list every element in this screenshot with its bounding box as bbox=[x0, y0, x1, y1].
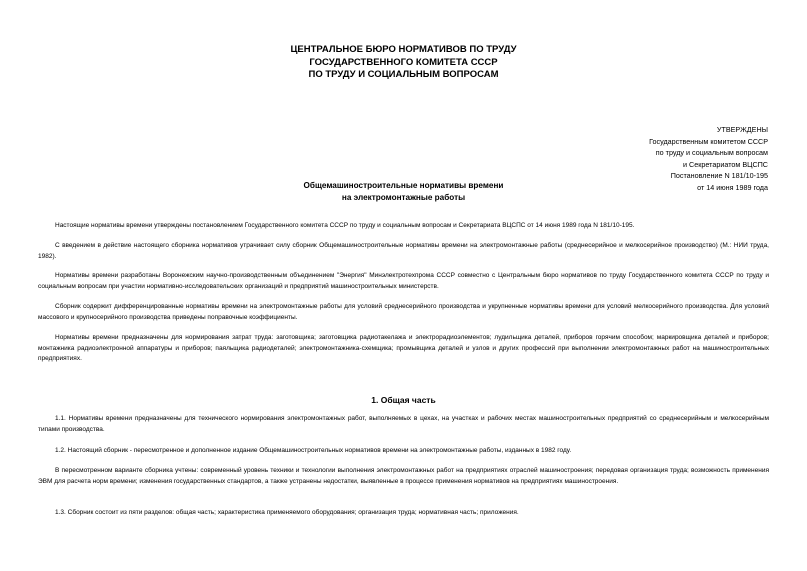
approval-line-1: УТВЕРЖДЕНЫ bbox=[716, 125, 768, 134]
org-line-3: ПО ТРУДУ И СОЦИАЛЬНЫМ ВОПРОСАМ bbox=[308, 69, 499, 80]
intro-paragraph-5: Нормативы времени предназначены для нормирования затрат труда: заготовщика; заготовщика радиотакелажа и электрорадиоэлементов; лудильщика деталей, приборов горячим способом; маркировщика деталей и приборов; монтажника радиоэлектронной аппаратуры и приборов; паяльщика радиодеталей; электромонтажника-схемщика; промывщика деталей и узлов и других профессий при выполнении электромонтажных работ на машиностроительных предприятиях. bbox=[38, 334, 769, 363]
org-line-1: ЦЕНТРАЛЬНОЕ БЮРО НОРМАТИВОВ ПО ТРУДУ bbox=[290, 44, 517, 55]
intro-paragraph-4: Сборник содержит дифференцированные нормативы времени на электромонтажные работы для условий среднесерийного производства и укрупненные нормативы времени для условий мелкосерийного производства. Для условий массового и крупносерийного производства приведены поправочные коэффициенты. bbox=[38, 303, 769, 321]
approval-line-3: по труду и социальным вопросам bbox=[655, 148, 768, 158]
section-paragraph-1-3: 1.3. Сборник состоит из пяти разделов: общая часть; характеристика применяемого оборудования; организация труда; нормативная часть; приложения. bbox=[55, 509, 519, 516]
approval-line-4: и Секретариатом ВЦСПС bbox=[683, 159, 768, 169]
document-title bbox=[0, 180, 807, 203]
intro-paragraph-2: С введением в действие настоящего сборника нормативов утрачивает силу сборник Общемашиностроительные нормативы времени на электромонтажные работы (среднесерийное и мелкосерийное производство) (М.: НИИ труда, 1982). bbox=[38, 242, 769, 260]
section-paragraph-revision: В пересмотренном варианте сборника учтены: современный уровень техники и технологии выполнения электромонтажных работ на предприятиях отраслей машиностроения; передовая организация труда; возможность применения ЭВМ для расчета норм времени; изменения государственных стандартов, а также устранены недостатки, выявленные в процессе применения нормативов на предприятиях машиностроения. bbox=[38, 467, 769, 485]
intro-paragraph-3: Нормативы времени разработаны Воронежским научно-производственным объединением "Энергия" Минэлектротехпрома СССР совместно с Центральным бюро нормативов по труду Государственного комитета СССР по труду и социальным вопросам при участии нормативно-исследовательских организаций и предприятий машиностроительных министерств. bbox=[38, 272, 769, 290]
intro-paragraph-1: Настоящие нормативы времени утверждены постановлением Государственного комитета СССР по труду и социальным вопросам и Секретариата ВЦСПС от 14 июня 1989 года N 181/10-195. bbox=[55, 222, 635, 229]
approval-line-5: Постановление N 181/10-195 bbox=[670, 171, 768, 181]
approval-line-2: Государственным комитетом СССР bbox=[649, 136, 768, 146]
title-line-2: на электромонтажные работы bbox=[341, 192, 466, 202]
section-paragraph-1-2: 1.2. Настоящий сборник - пересмотренное и дополненное издание Общемашиностроительных нормативов времени на электромонтажные работы, изданных в 1982 году. bbox=[55, 447, 572, 454]
section-heading: 1. Общая часть bbox=[371, 395, 436, 405]
section-paragraph-1-1: 1.1. Нормативы времени предназначены для технического нормирования электромонтажных работ, выполняемых в цехах, на участках и рабочих местах машиностроительных предприятий со среднесерийным и мелкосерийным типами производства. bbox=[38, 415, 769, 433]
approval-line-6: от 14 июня 1989 года bbox=[697, 182, 768, 192]
org-line-2: ГОСУДАРСТВЕННОГО КОМИТЕТА СССР bbox=[309, 56, 498, 68]
organization-header bbox=[0, 44, 807, 82]
title-line-1: Общемашиностроительные нормативы времени bbox=[303, 181, 504, 190]
